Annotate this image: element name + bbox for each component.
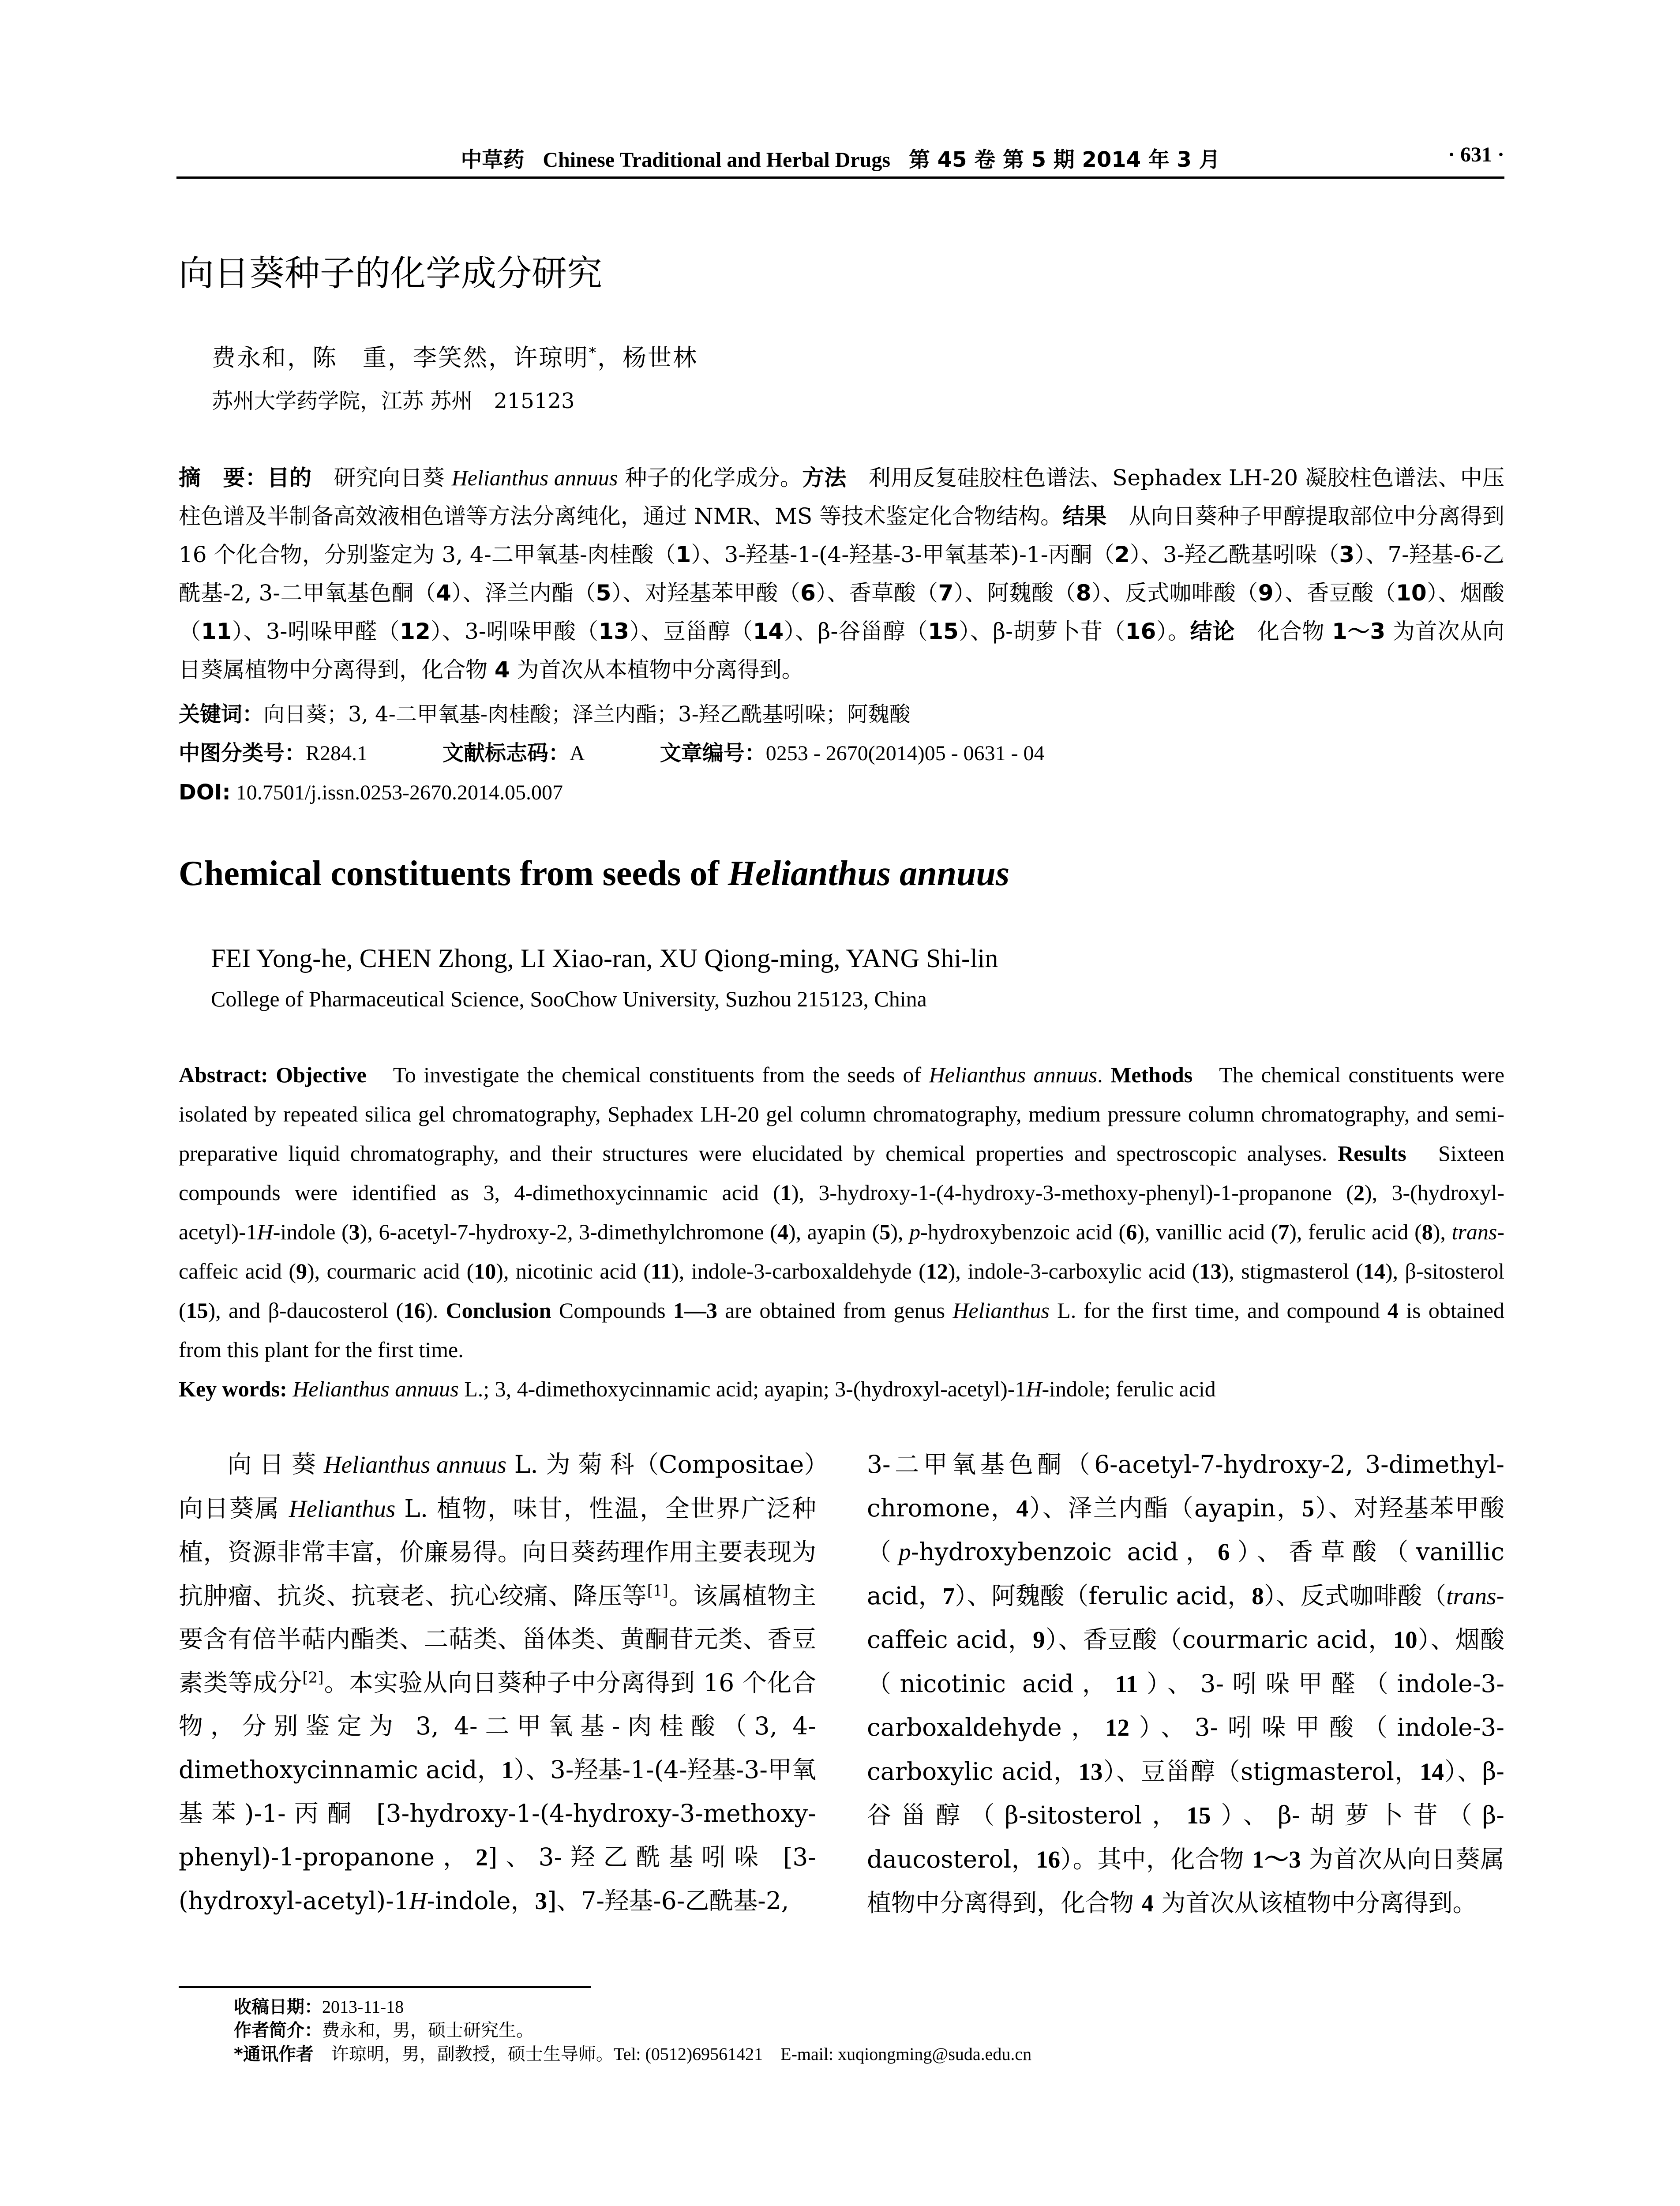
- header-rule: [176, 176, 1504, 179]
- body-column-right: 3-二甲氧基色酮（6-acetyl-7-hydroxy-2, 3-dimethyl-chromone，4）、泽兰内酯（ayapin，5）、对羟基苯甲酸（p-hydroxybenzoic acid，6）、香草酸（vanillic acid，7）、阿魏酸（ferulic acid，8）、反式咖啡酸（trans-caffeic acid，9）、香豆酸（courmaric acid，10）、烟酸（nicotinic acid，11）、3-吲哚甲醛（indole-3-carboxaldehyde，12）、3-吲哚甲酸（indole-3-carboxylic acid，13）、豆甾醇（stigmasterol，14）、β-谷甾醇（β-sitosterol，15）、β-胡萝卜苷（β-daucosterol，16）。其中，化合物 1～3 为首次从向日葵属植物中分离得到，化合物 4 为首次从该植物中分离得到。: [867, 1450, 1504, 1917]
- page-number: · 631 ·: [1448, 143, 1504, 166]
- title-cn: 向日葵种子的化学成分研究: [179, 253, 602, 294]
- received-date: 收稿日期：2013-11-18: [234, 1997, 404, 2017]
- abstract-cn: 摘 要：目的 研究向日葵 Helianthus annuus 种子的化学成分。方法 利用反复硅胶柱色谱法、Sephadex LH-20 凝胶柱色谱法、中压柱色谱及半制备高效液相色谱等方法分离纯化，通过 NMR、MS 等技术鉴定化合物结构。结果 从向日葵种子甲醇提取部位中分离得到 16 个化合物，分别鉴定为 3, 4-二甲氧基-肉桂酸（1）、3-羟基-1-(4-羟基-3-甲氧基苯)-1-丙酮（2）、3-羟乙酰基吲哚（3）、7-羟基-6-乙酰基-2, 3-二甲氧基色酮（4）、泽兰内酯（5）、对羟基苯甲酸（6）、香草酸（7）、阿魏酸（8）、反式咖啡酸（9）、香豆酸（10）、烟酸（11）、3-吲哚甲醛（12）、3-吲哚甲酸（13）、豆甾醇（14）、β-谷甾醇（15）、β-胡萝卜苷（16）。结论 化合物 1～3 为首次从向日葵属植物中分离得到，化合物 4 为首次从本植物中分离得到。: [179, 465, 1505, 683]
- abstract-en: Abstract: Objective To investigate the chemical constituents from the seeds of Helianthus annuus. Methods The chemical constituents were isolated by repeated silica gel chromatography, Sephadex LH-20 gel column chromatography, medium pressure column chromatography, and semi-preparative liquid chromatography, and their structures were elucidated by chemical properties and spectroscopic analyses. Results Sixteen compounds were identified as 3, 4-dimethoxycinnamic acid (1), 3-hydroxy-1-(4-hydroxy-3-methoxy-phenyl)-1-propanone (2), 3-(hydroxyl-acetyl)-1H-indole (3), 6-acetyl-7-hydroxy-2, 3-dimethylchromone (4), ayapin (5), p-hydroxybenzoic acid (6), vanillic acid (7), ferulic acid (8), trans-caffeic acid (9), courmaric acid (10), nicotinic acid (11), indole-3-carboxaldehyde (12), indole-3-carboxylic acid (13), stigmasterol (14), β-sitosterol (15), and β-daucosterol (16). Conclusion Compounds 1—3 are obtained from genus Helianthus L. for the first time, and compound 4 is obtained from this plant for the first time. Key words: Helianthus annuus L.; 3, 4-dimethoxycinnamic acid; ayapin; 3-(hydroxyl-acetyl)-1H-indole; ferulic acid: [179, 1062, 1505, 1401]
- citation-1: [1]: [647, 1582, 668, 1600]
- running-header: [176, 139, 1504, 181]
- keywords-en-label: Key words:: [179, 1377, 287, 1401]
- footnote-rule: [179, 1986, 591, 1988]
- affiliation-cn: 苏州大学药学院，江苏 苏州 215123: [212, 389, 575, 413]
- authors-en: FEI Yong-he, CHEN Zhong, LI Xiao-ran, XU Qiong-ming, YANG Shi-lin: [211, 944, 998, 973]
- footnotes: [234, 1995, 1031, 2066]
- author-bio: 作者简介：费永和，男，硕士研究生。: [234, 2020, 534, 2041]
- doi: DOI: 10.7501/j.issn.0253-2670.2014.05.007: [179, 780, 563, 805]
- journal-name-en: Chinese Traditional and Herbal Drugs: [543, 148, 891, 172]
- classification-row: 中图分类号：R284.1 文献标志码：A 文章编号：0253 - 2670(2014)05 - 0631 - 04: [179, 741, 1045, 765]
- journal-name-cn: 中草药: [461, 147, 525, 172]
- issue-info: 第 45 卷 第 5 期 2014 年 3 月: [909, 147, 1220, 172]
- affiliation-en: College of Pharmaceutical Science, SooChow University, Suzhou 215123, China: [211, 987, 927, 1011]
- article-meta: [179, 695, 1504, 812]
- corresponding-author: *通讯作者 许琼明，男，副教授，硕士生导师。Tel: (0512)69561421 E-mail: xuqiongming@suda.edu.cn: [234, 2044, 1032, 2064]
- corresponding-mark: *: [589, 344, 597, 361]
- title-en: Chemical constituents from seeds of Helianthus annuus: [179, 854, 1010, 893]
- authors-cn: 费永和，陈 重，李笑然，许琼明*，杨世林: [212, 344, 698, 371]
- keywords-cn: 关键词：向日葵；3, 4-二甲氧基-肉桂酸；泽兰内酯；3-羟乙酰基吲哚；阿魏酸: [179, 702, 911, 727]
- citation-2: [2]: [302, 1669, 324, 1687]
- body-column-left: 向 日 葵 Helianthus annuus L. 为 菊 科（Compositae）向日葵属 Helianthus L. 植物，味甘，性温，全世界广泛种植，资源非常丰富，价廉易得。向日葵药理作用主要表现为抗肿瘤、抗炎、抗衰老、抗心绞痛、降压等[1]。该属植物主要含有倍半萜内酯类、二萜类、甾体类、黄酮苷元类、香豆素类等成分[2]。本实验从向日葵种子中分离得到 16 个化合物，分别鉴定为 3, 4-二甲氧基-肉桂酸（3, 4-dimethoxycinnamic acid，1）、3-羟基-1-(4-羟基-3-甲氧基苯)-1-丙酮 [3-hydroxy-1-(4-hydroxy-3-methoxy-phenyl)-1-propanone，2]、3-羟乙酰基吲哚 [3-(hydroxyl-acetyl)-1H-indole，3]、7-羟基-6-乙酰基-2,: [179, 1450, 817, 1915]
